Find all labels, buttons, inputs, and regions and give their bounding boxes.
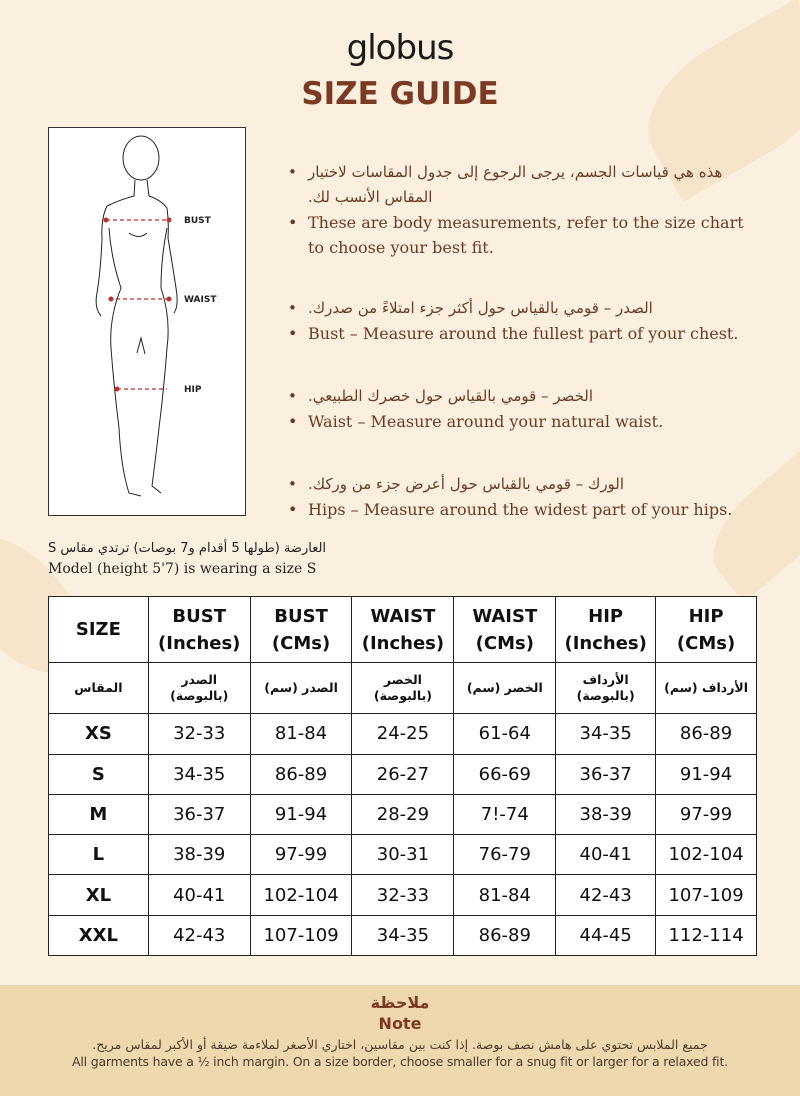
size-cell: XL [49,875,149,915]
column-header-arabic-line: الخصر [383,672,422,688]
measurement-cell: 36-37 [148,794,250,834]
column-header-arabic-line: الصدر (سم) [264,680,338,696]
measurement-cell: 30-31 [352,835,454,875]
bullet-arabic: • الخصر – قومي بالقياس حول خصرك الطبيعي. [288,387,594,405]
column-header-line: WAIST [370,605,436,627]
measurement-cell: 86-89 [656,714,757,754]
measurement-cell: 38-39 [556,794,656,834]
measurement-cell: 26-27 [352,754,454,794]
measurement-cell: 34-35 [352,915,454,955]
column-header-arabic [656,663,757,714]
bullet-arabic: • هذه هي قياسات الجسم، يرجى الرجوع إلى جدول المقاسات لاختيار المقاس الأنسب لك. [288,163,723,206]
column-header-line: SIZE [75,619,121,640]
measurement-cell: 36-37 [556,754,656,794]
body-measurement-figure [48,127,246,516]
measurement-cell: 66-69 [454,754,556,794]
measurement-cell: 107-109 [250,915,352,955]
measurement-cell: 97-99 [250,835,352,875]
measurement-cell: 28-29 [352,794,454,834]
measurement-cell: 81-84 [250,714,352,754]
model-info-english: Model (height 5'7) is wearing a size S [48,561,317,577]
model-info [48,538,368,580]
measurement-cell: 76-79 [454,835,556,875]
column-header-line: WAIST [472,605,538,627]
measurement-cell: 42-43 [148,915,250,955]
table-row [49,875,757,915]
column-header-line: (CMs) [271,632,331,654]
column-header-arabic-line: الخصر (سم) [466,680,543,696]
size-cell: S [49,754,149,794]
measurement-cell: 44-45 [556,915,656,955]
column-header [454,597,556,663]
column-header-line: (Inches) [564,632,647,654]
column-header-arabic-line: الأرداف (سم) [664,680,748,696]
measurement-cell: 97-99 [656,794,757,834]
column-header-arabic-line: (بالبوصة) [373,688,432,704]
measurement-cell: 24-25 [352,714,454,754]
bullet-english: • Hips – Measure around the widest part of your hips. [288,497,748,522]
waist-label: WAIST [184,295,217,305]
measurement-cell: 102-104 [656,835,757,875]
note-title-arabic: ملاحظة [370,993,430,1012]
table-row [49,754,757,794]
column-header-arabic-line: (بالبوصة) [576,688,635,704]
column-header-arabic-line: (بالبوصة) [170,688,229,704]
column-header-line: (CMs) [475,632,534,654]
column-header [250,597,352,663]
column-header-arabic [148,663,250,714]
size-cell: XXL [49,915,149,955]
measurement-cell: 81-84 [454,875,556,915]
bullet-arabic: • الورك – قومي بالقياس حول أعرض جزء من وركك. [288,475,625,493]
measurement-cell: 107-109 [656,875,757,915]
bullet-english: • Bust – Measure around the fullest part of your chest. [288,321,748,346]
measurement-cell: 40-41 [148,875,250,915]
measurement-cell: 102-104 [250,875,352,915]
column-header [352,597,454,663]
measurement-cell: 86-89 [250,754,352,794]
column-header-arabic-line: الأرداف [582,672,629,688]
column-header [656,597,757,663]
table-row [49,915,757,955]
page-title: SIZE GUIDE [301,76,499,112]
measurement-instructions [288,160,748,548]
size-cell: XS [49,714,149,754]
bullet-arabic: • الصدر – قومي بالقياس حول أكثر جزء امتلاءً من صدرك. [288,299,653,317]
column-header-arabic [250,663,352,714]
measurement-cell: 34-35 [148,754,250,794]
size-chart-table [48,596,757,956]
header-row-arabic [49,663,757,714]
measurement-cell: 61-64 [454,714,556,754]
column-header-line: (CMs) [676,632,736,654]
table-row [49,835,757,875]
note-title: Note [378,1014,422,1033]
bullet-english: • These are body measurements, refer to the size chart to choose your best fit. [288,210,748,260]
column-header-arabic [352,663,454,714]
body-outline-illustration [49,128,247,517]
note-text-arabic: جميع الملابس تحتوي على هامش نصف بوصة. إذا كنت بين مقاسين، اختاري الأصغر لملاءمة ضيقة أو الأكبر لمقاس مريح. [92,1037,708,1052]
size-cell: M [49,794,149,834]
bust-label: BUST [184,216,211,226]
note-section [0,985,800,1096]
measurement-cell: 91-94 [250,794,352,834]
column-header-arabic-line: المقاس [74,680,123,696]
column-header-arabic [556,663,656,714]
measurement-cell: 112-114 [656,915,757,955]
column-header-arabic [454,663,556,714]
column-header-arabic-line: الصدر [181,672,218,688]
measurement-cell: 42-43 [556,875,656,915]
column-header-line: BUST [172,605,226,627]
column-header [556,597,656,663]
column-header-line: (Inches) [361,632,445,654]
measurement-cell: 38-39 [148,835,250,875]
size-cell: L [49,835,149,875]
column-header-line: BUST [274,605,328,627]
column-header-arabic [49,663,149,714]
bullet-english: • Waist – Measure around your natural waist. [288,409,748,434]
column-header [49,597,149,663]
measurement-cell: 86-89 [454,915,556,955]
hip-label: HIP [184,385,202,395]
column-header-line: HIP [688,605,724,627]
table-row [49,794,757,834]
column-header-line: (Inches) [158,632,241,654]
column-header [148,597,250,663]
measurement-cell: 91-94 [656,754,757,794]
measurement-cell: 32-33 [148,714,250,754]
header-row [49,597,757,663]
model-info-arabic: العارضة (طولها 5 أقدام و7 بوصات) ترتدي مقاس S [48,541,327,556]
column-header-line: HIP [588,605,624,627]
measurement-cell: 32-33 [352,875,454,915]
brand-logo: globus [346,28,454,68]
note-text: All garments have a ½ inch margin. On a size border, choose smaller for a snug fit or larger for a relaxed fit. [72,1054,728,1069]
measurement-cell: 7!-74 [454,794,556,834]
measurement-cell: 34-35 [556,714,656,754]
measurement-cell: 40-41 [556,835,656,875]
table-row [49,714,757,754]
